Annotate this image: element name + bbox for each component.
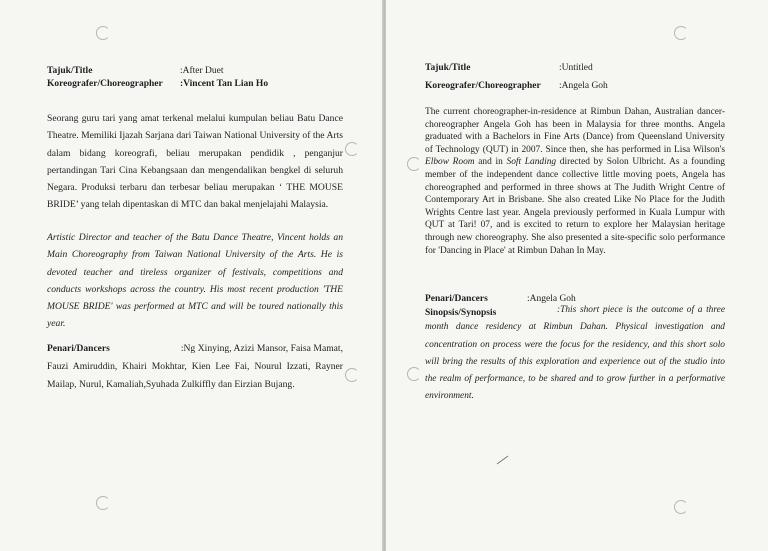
choreographer-label: Koreografer/Choreographer [425, 81, 541, 91]
punch-hole-icon [96, 26, 110, 40]
pen-mark-icon [496, 455, 510, 465]
dancers-label: Penari/Dancers [425, 294, 488, 304]
bio-english: Artistic Director and teacher of the Batu Dance Theatre, Vincent holds an Main Choreography from Taiwan National University of the Arts. He is devoted teacher and tireless organizer of festivals, competitions and conducts workshops across the country. His most recent production 'THE MOUSE BRIDE' was performed at MTC and will be toured nationally this year. [47, 232, 343, 330]
dancers-label: Penari/Dancers [47, 344, 110, 354]
title-label: Tajuk/Title [47, 66, 93, 76]
punch-hole-icon [345, 142, 359, 156]
left-page [0, 0, 383, 551]
choreographer-label: Koreografer/Choreographer [47, 79, 163, 89]
synopsis-value: :This short piece is the outcome of a three month dance residency at Rimbun Dahan. Physical investigation and concentration on process were the focus for the residency, and this short solo will bring the results of this exploration and experience out of the studio into the realm of performance, to be shared and to grow further in a performative environment. [425, 305, 725, 402]
punch-hole-icon [345, 368, 359, 382]
dancers-value: :Angela Goh [527, 294, 576, 304]
work-title: Elbow Room [425, 157, 475, 168]
choreographer-value: :Angela Goh [559, 81, 608, 91]
punch-hole-icon [407, 367, 421, 381]
work-title: Soft Landing [506, 157, 557, 168]
choreographer-value: :Vincent Tan Lian Ho [180, 79, 269, 89]
bio-malay: Seorang guru tari yang amat terkenal melalui kumpulan beliau Batu Dance Theatre. Memiliki Ijazah Sarjana dari Taiwan National University of the Arts dalam bidang koreografi, beliau merupakan pendidik , penganjur pertandingan Tari Cina Kebangsaan dan mengendalikan bengkel di seluruh Negara. Produksi terbaru dan terbesar beliau merupakan ‘ THE MOUSE BRIDE’ yang telah dipentaskan di MTC dan bakal menjelajahi Malaysia. [47, 113, 343, 211]
bio-angela: The current choreographer-in-residence at Rimbun Dahan, Australian dancer-choreographer Angela Goh has been in Malaysia for three months. Angela graduated with a Bachelors in Fine Arts (Dance) from Queensland University of Technology (QUT) in 2007. Since then, she has performed in Lisa Wilson's Elbow Room and in Soft Landing directed by Solon Ulbricht. As a founding member of the independent dance collective little moving poets, Angela has choreographed and performed in three shows at The Judith Wright Centre of Contemporary Art in Brisbane. She also created Like No Place for the Judith Wrights Centre last year. Angela previously performed in Kuala Lumpur with QUT at Tari! 07, and is excited to return to explore her Malaysian heritage through new choreography. She also presented a site-specific solo performance for 'Dancing in Place' at Rimbun Dahan In May. [425, 107, 725, 256]
synopsis-label: Sinopsis/Synopsis [425, 308, 497, 318]
title-value: :After Duet [180, 66, 224, 76]
dancers-value: :Ng Xinying, Azizi Mansor, Faisa Mamat, Fauzi Amiruddin, Khairi Mokhtar, Kien Lee Fai, Nourul Izzati, Rayner Mailap, Nurul, Kamaliah,Syuhada Zulkiffly dan Eirzian Bujang. [47, 343, 343, 390]
dancers-block [47, 340, 343, 393]
punch-hole-icon [407, 157, 421, 171]
punch-hole-icon [96, 496, 110, 510]
right-page [386, 0, 768, 551]
punch-hole-icon [674, 500, 688, 514]
title-value: :Untitled [559, 63, 593, 73]
title-label: Tajuk/Title [425, 63, 471, 73]
punch-hole-icon [674, 26, 688, 40]
